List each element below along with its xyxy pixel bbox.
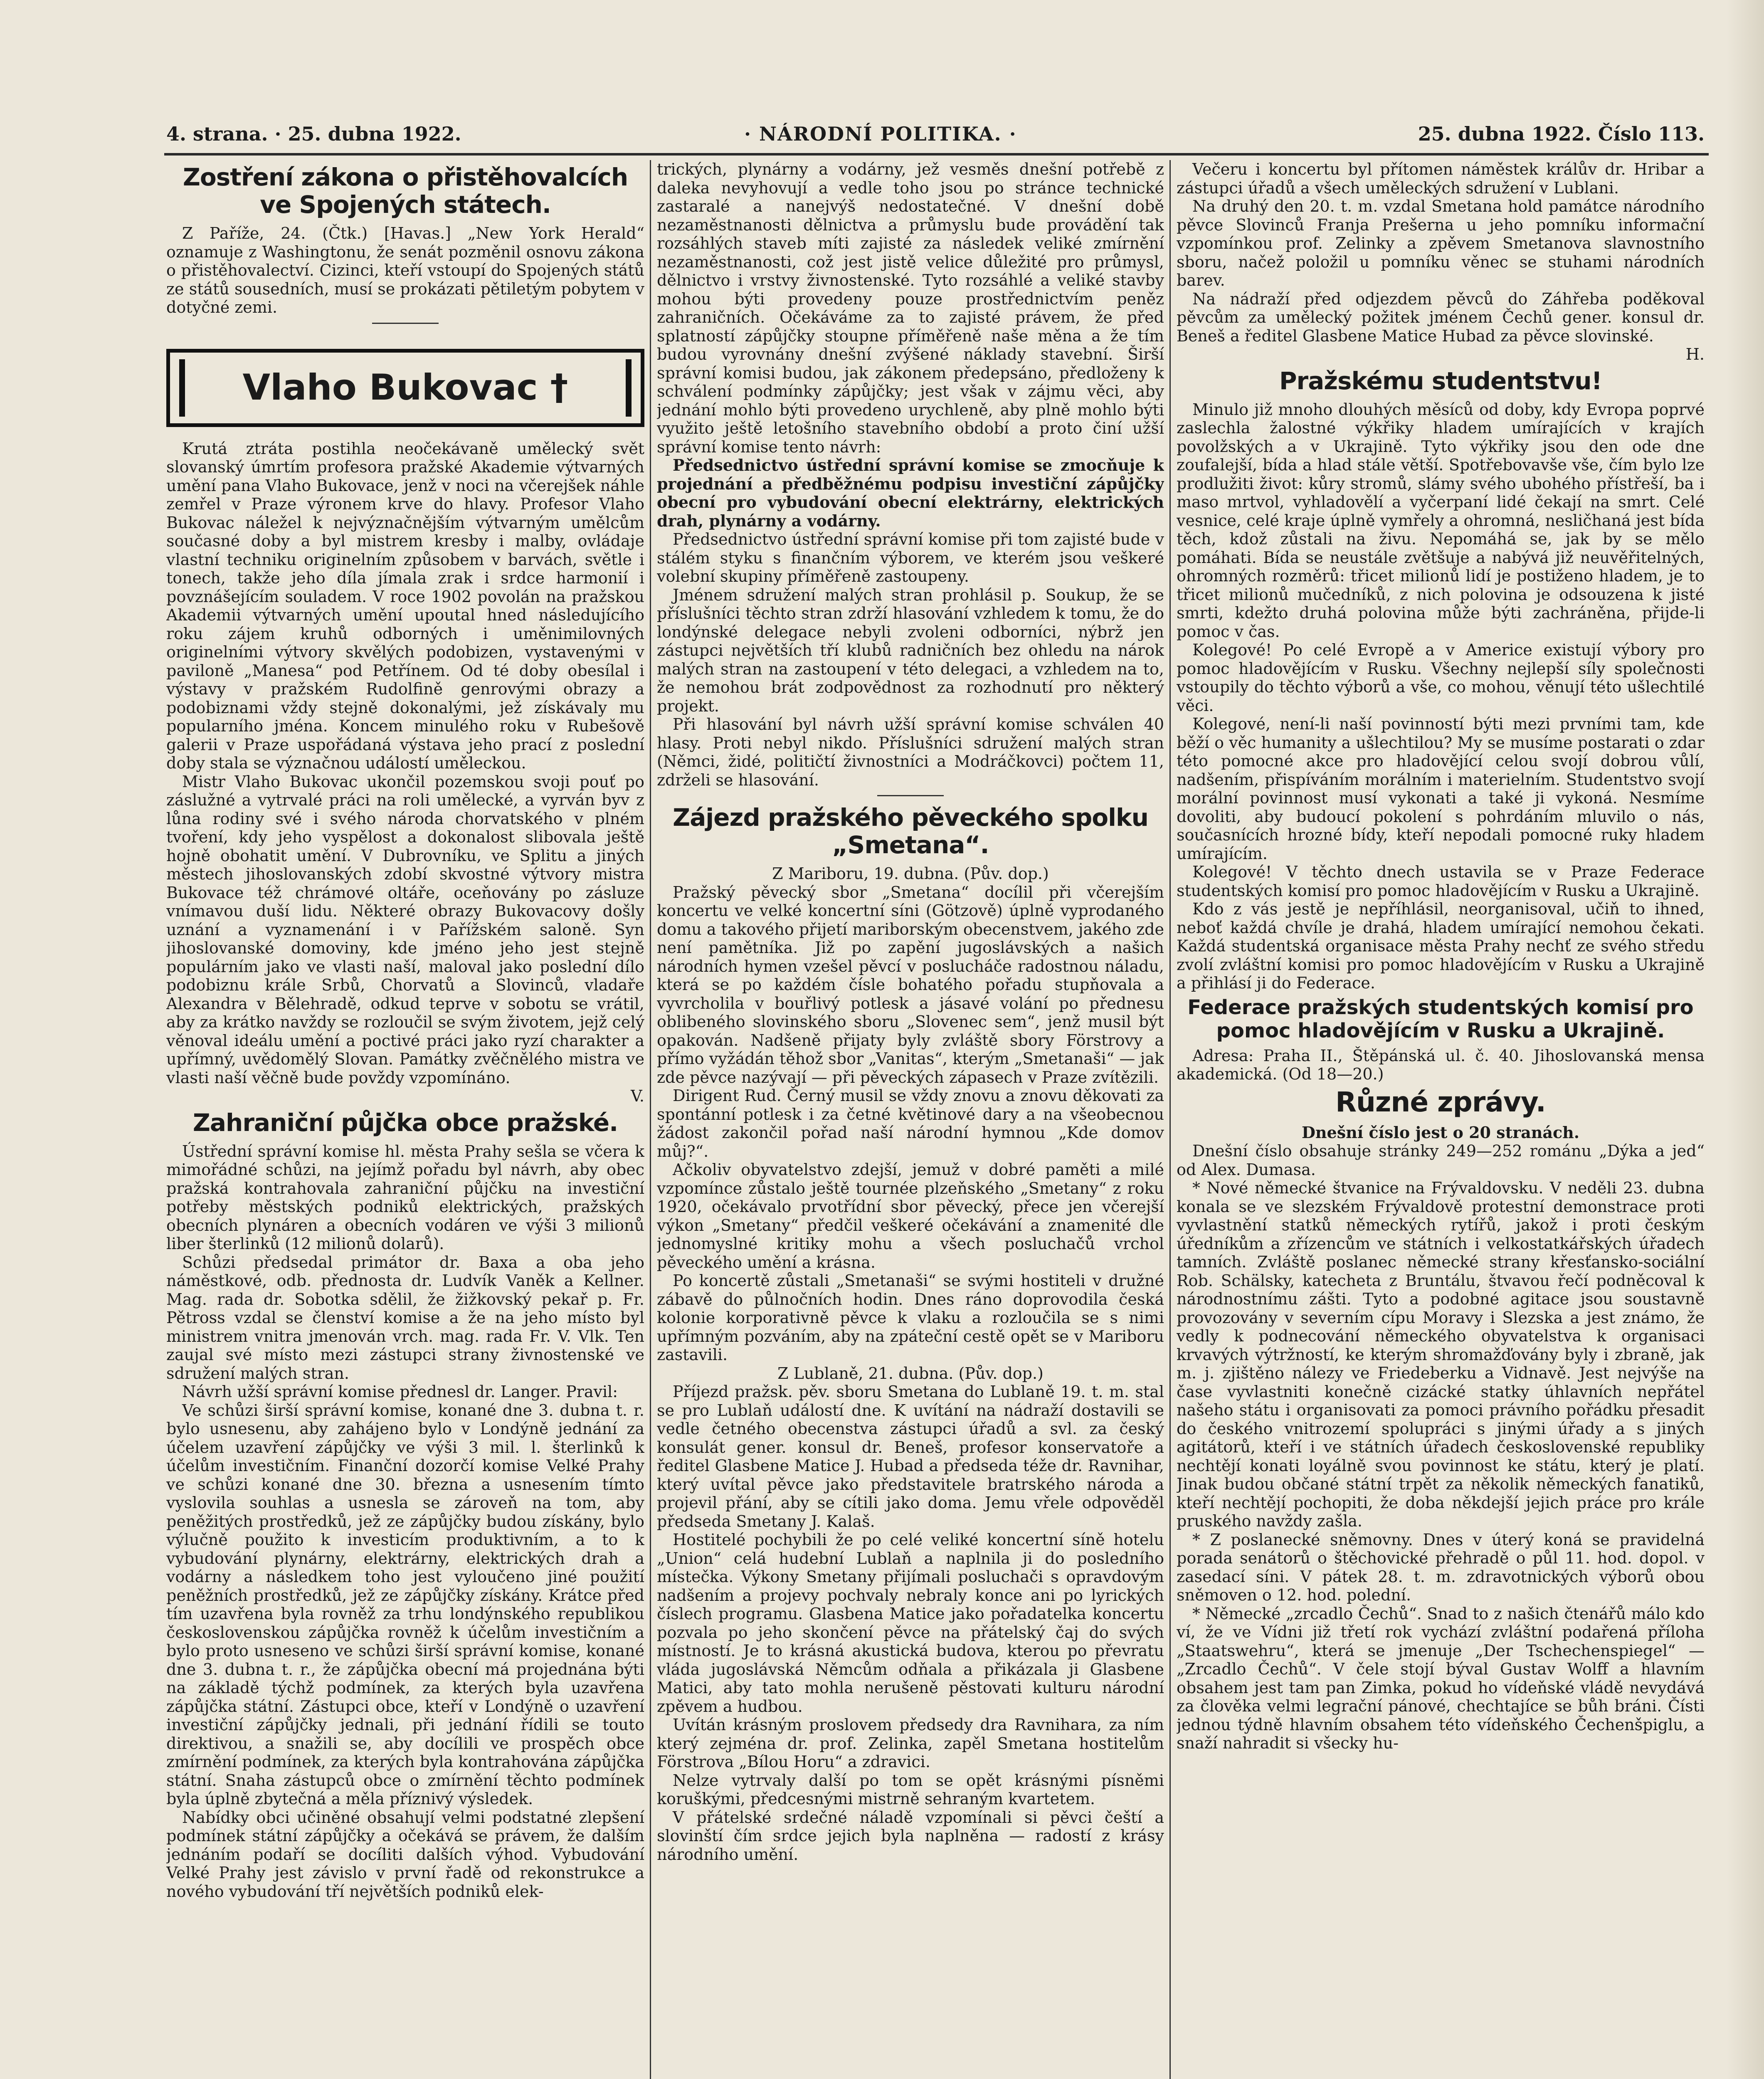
choir-p7: Uvítán krásným proslovem předsedy dra Ravnihara, za ním který zejména dr. prof. Zelinka, zapěl Smetana hostitelům Förstrova „Bílou Horu“ a zdravici. (657, 1716, 1164, 1771)
article-emigration: Z Paříže, 24. (Čtk.) [Havas.] „New York Herald“ oznamuje z Washingtonu, že senát pozměnil osnovu zákona o přistěhovalectví. Cizinci, kteří vstoupí do Spojených států ze států sousedních, musí se prokázati pětiletým pobytem v dotyčné zemi. (166, 224, 644, 316)
column-rule-1 (650, 160, 651, 2079)
header-rule (164, 153, 1709, 156)
choir-p9: V přátelské srdečné náladě vzpomínali si pěvci čeští a slovinští čím srdce jejich byla naplněna — radostí z krásy národního umění. (657, 1808, 1164, 1864)
obituary-box (166, 349, 644, 427)
column-2 (657, 160, 1164, 2079)
obituary-title: Vlaho Bukovac † (179, 359, 632, 417)
students-p5: Kdo z vás jestě je nepříhlásil, neorganisoval, učiň to ihned, neboť každá chvíle je drahá, hladem umírající nemohou čekati. Každá studentská organisace města Prahy nechť ze svého středu zvolí zvláštní komisi pro pomoc hladovějícím v Rusku a Ukrajině a přihlásí ji do Federace. (1177, 900, 1705, 992)
header-right: 25. dubna 1922. Číslo 113. (1418, 123, 1705, 145)
news-p3: * Německé „zrcadlo Čechů“. Snad to z našich čtenářů málo kdo ví, že ve Vídni již třetí rok vychází zvláštní podařená příloha „Staatswehru“, která se jmenuje „Der Tschechenspiegel“ — „Zrcadlo Čechů“. V čele stojí býval Gustav Wolff a hlavním obsahem jest tam pan Zimka, pokud ho vídeňské vládě nevydává za člověka velmi legrační pánové, chechtajíce se bůh bráni. Čísti jednou týdně hlavním obsahem této vídeňského Čechenšpiglu, a snaží nahradit si všecky hu- (1177, 1604, 1705, 1752)
headline-students: Pražskému studentstvu! (1279, 366, 1602, 395)
obituary-signature: V. (631, 1087, 644, 1105)
choir-p5: Příjezd pražsk. pěv. sboru Smetana do Lublaně 19. t. m. stal se pro Lublaň událostí dne. K uvítání na nádraží dostavili se vedle četného obecenstva zástupci úřadů a svl. za český konsulát gener. konsul dr. Beneš, profesor konservatoře a ředitel Glasbene Matice J. Hubad a předseda téže dr. Ravnihar, který uvítal pěvce jako představitele bratrského národa a projevil přání, aby se cítili jako doma. Jemu vřele odpověděl předseda Smetany J. Kalaš. (657, 1383, 1164, 1531)
choir-p11: Na druhý den 20. t. m. vzdal Smetana hold památce národního pěvce Slovinců Franja Prešerna u jeho pomníku informační vzpomínkou prof. Zelinky a zpěvem Smetanova slavnostního sboru, načež položil u pomníku věnec se stuhami národních barev. (1177, 197, 1705, 289)
choir-p6: Hostitelé pochybili že po celé veliké koncertní síně hotelu „Union“ celá hudební Lublaň a naplnila ji do posledního místečka. Výkony Smetany přijímali posluchači s opravdovým nadšením a projevy pochvaly nebraly konce ani po lyrických číslech programu. Glasbena Matice jako pořadatelka koncertu pozvala po jeho skončení pěvce na přátelský čaj do svých místností. Je to krásná akustická budova, kterou po převratu vláda jugoslávská Němcům odňala a přikázala ji Glasbene Matici, aby tato mohla nerušeně pěstovati kulturu národní zpěvem a hudbou. (657, 1531, 1164, 1716)
loan-p5: Nabídky obci učiněné obsahují velmi podstatné zlepšení podmínek státní zápůjčky a očekává se právem, že dalším jednáním podaří se docíliti dalších výhod. Vybudování Velké Prahy jest závislo v první řadě od rekonstrukce a nového vybudování tří největších podniků elek- (166, 1808, 644, 1901)
choir-p4: Po koncertě zůstali „Smetanaši“ se svými hostiteli v družné zábavě do půlnočních hodin. Dnes ráno doprovodila česká kolonie korporativně pěvce k vlaku a rozloučila se s nimi upřímným pozváním, aby na zpáteční cestě opět se v Mariboru zastavili. (657, 1272, 1164, 1364)
loan-p1: Ústřední správní komise hl. města Prahy sešla se včera k mimořádné schůzi, na jejímž pořadu byl návrh, aby obec pražská kontrahovala zahraniční půjčku na investiční potřeby městských podniků elektrických, pražských obecních plynáren a obecních vodáren ve výši 3 milionů liber šterlinků (12 milionů dolarů). (166, 1142, 644, 1253)
choir-p1: Pražský pěvecký sbor „Smetana“ docílil při včerejším koncertu ve velké koncertní síni (Götzově) úplně vyprodaného domu a takového přijetí mariborským obecenstvem, jakého zde není pamětníka. Již po zapění jugoslávských a našich národních hymen vzešel pěvcí v poslucháče radostnou náladu, která se po každém čísle bohatého pořadu stupňovala a vyvrcholila v bouřlivý potlesk a jásavé volání po přednesu oblibeného slovinského sboru „Slovenec sem“, jenž musil být opakován. Nadšeně přijaty byly zvláště sbory Förstrovy a přímo vyžádán těhož sbor „Vanitas“, kterým „Smetanaši“ — jak zde pěvce nazývají — při pěveckých zápasech v Praze zvítězili. (657, 883, 1164, 1086)
column-rule-2 (1169, 160, 1171, 2079)
loan-p6: Jménem sdružení malých stran prohlásil p. Soukup, že se příslušníci těchto stran zdrží hlasování vzhledem k tomu, že do londýnské delegace nebyli zvoleni odborníci, nýbrž jen zástupci největších tří klubů radničních bez ohledu na nárok malých stran na zastoupení v této delegaci, a vzhledem na to, že nemohou brát zodpovědnost za rozhodnutí pro některý projekt. (657, 585, 1164, 715)
column-3 (1177, 160, 1705, 2079)
choir-p3: Ačkoliv obyvatelstvo zdejší, jemuž v dobré paměti a milé vzpomínce zůstalo ještě tournée plzeňského „Smetany“ z roku 1920, očekávalo prvotřídní sbor pěvecký, přece jen včerejší výkon „Smetany“ předčil veškeré očekávání a znamenité dle jednomyslné kritiky mohu a všech posluchačů vrchol pěveckého umění a krásna. (657, 1160, 1164, 1272)
choir-p12: Na nádraží před odjezdem pěvců do Záhřeba poděkoval pěvcům za umělecký požitek jménem Čechů gener. konsul dr. Beneš a ředitel Glasbene Matice Hubad za pěvce slovinské. (1177, 289, 1705, 345)
news-p1: * Nové německé štvanice na Frývaldovsku. V neděli 23. dubna konala se ve slezském Frývaldově protestní demonstrace proti vyvlastnění statků německých rytířů, jakož i proti českým úředníkům a zřízencům ve státních i velkostatkářských úřadech tamních. Zvláště poslanec německé strany křesťansko-sociální Rob. Schälsky, katecheta z Bruntálu, štvavou řečí podněcoval k národnostnímu zášti. Tyto a podobné agitace jsou soustavně provozovány v severním cípu Moravy i Slezska a jest známo, že vedly k podnecování německého obyvatelstva k organisaci krvavých výtržností, ke kterým shromažďovány byly i zbraně, jak m. j. zjištěno nálezy ve Friedeberku a Vidnavě. Jest nejvýše na čase vyvlastniti konečně cizácké statky úhlavních nepřátel našeho státu i organisovati za pomoci právního pořádku přesadit do českého vnitrozemí spolupráci s jinými úřady a s jiných agitátorů, kteří i ve státních úřadech československé republiky nechtějí konati loyálně svou povinnost ke státu, který je platí. Jinak budou občané státní trpět za několik německých fanatiků, kteří nechtějí pochopiti, že doba někdejší jejich práce pro krále pruského navždy zašla. (1177, 1179, 1705, 1530)
headline-choir: Zájezd pražského pěveckého spolku „Smetana“. (673, 803, 1148, 859)
news-p0: Dnešní číslo obsahuje stránky 249—252 románu „Dýka a jed“ od Alex. Dumasa. (1177, 1142, 1705, 1179)
divider (372, 323, 439, 324)
students-federation: Federace pražských studentských komisí pro pomoc hladovějícím v Rusku a Ukrajině. (1187, 995, 1694, 1042)
loan-p3: Návrh užší správní komise přednesl dr. Langer. Pravil: (182, 1383, 618, 1401)
obituary-p1: Krutá ztráta postihla neočekávaně umělecký svět slovanský úmrtím profesora pražské Akademie výtvarných umění pana Vlaho Bukovace, jenž v noci na včerejšek náhle zemřel v Praze výronem krve do hlavy. Profesor Vlaho Bukovac náležel k nejvýznačnějším výtvarným umělcům současné doby a byl mistrem kresby i malby, ovládaje vlastní techniku originelním způsobem v barvách, světle i tonech, takže jeho díla jímala zrak i srdce harmonií i povznášejícím souladem. V roce 1902 povolán na pražskou Akademii výtvarných umění upoutal hned následujícího roku zájem kruhů odborných i uměnimilovných originelními výtvory skvělých podobizen, vystavenými v paviloně „Manesa“ pod Petřínem. Od té doby obesílal i výstavy v pražském Rudolfině genrovými obrazy a podobiznami vždy stejně dokonalými, jež získávaly mu popularního jména. Koncem minulého roku v Rubešově galerii v Praze uspořádaná výstava jeho prací z poslední doby stala se význačnou událostí uměleckou. (166, 439, 644, 772)
loan-p7: Při hlasování byl návrh užší správní komise schválen 40 hlasy. Proti nebyl nikdo. Příslušníci sdružení malých stran (Němci, židé, političtí živnostníci a Modráčkovci) počtem 11, zdrželi se hlasování. (657, 715, 1164, 789)
students-p3: Kolegové, není-li naší povinností býti mezi prvními tam, kde běží o věc humanity a ušlechtilou? My se musíme postarati o zdar této pomocné akce pro hladovějící celou svojí dobrou vůlí, nadšením, přispíváním morálním i materielním. Studentstvo svojí morální povinnost musí vykonati a také ji vykoná. Nesmíme dovoliti, aby budoucí pokolení s pohrdáním mluvilo o nás, současnících hrozné bídy, kteří nepodali pomocné ruky hladem umírajícím. (1177, 715, 1705, 863)
headline-news: Různé zprávy. (1335, 1086, 1546, 1118)
headline-emigration: Zostření zákona o přistěhovalcích ve Spojených státech. (183, 163, 628, 219)
choir-p10: Večeru i koncertu byl přítomen náměstek králův dr. Hribar a zástupci úřadů a všech uměleckých sdružení v Lublani. (1177, 160, 1705, 197)
choir-p2: Dirigent Rud. Černý musil se vždy znovu a znovu děkovati za spontánní potlesk i za četné květinové dary a na všeobecnou žádost zakončil pořad naší národní hymnou „Kde domov můj?“. (657, 1086, 1164, 1160)
masthead-title: · NÁRODNÍ POLITIKA. · (744, 123, 1017, 145)
loan-p4: Ve schůzi širší správní komise, konané dne 3. dubna t. r. bylo usnesenu, aby zahájeno bylo v Londýně jednání za účelem uzavření zápůjčky ve výši 3 mil. l. šterlinků k účelům investičním. Finanční dozorčí komise Velké Prahy ve schůzi konané dne 30. března a usnesením tímto vyslovila souhlas a usnesla se zároveň na tom, aby peněžitých prostředků, jež ze zápůjčky budou získány, bylo výlučně použito k investicím produktivním, a to k vybudování plynárny, elektrárny, elektrických drah a vodárny a následkem toho jest vyloučeno jiné použití peněžních prostředků, jež ze zápůjčky získány. Krátce před tím uzavřena byla rovněž za trhu londýnského republikou československou zápůjčka rovněž k účelům investičním a bylo proto usneseno ve schůzi širší správní komise, konané dne 3. dubna t. r., že zápůjčka obecní má projednána býti na základě týchž podmínek, za kterých byla uzavřena zápůjčka státní. Zástupci obce, kteří v Londýně o uzavření investiční zápůjčky jednali, při jednání řídili se touto direktivou, a snažili se, aby docílili ve prospěch obce zmírnění podmínek, za kterých byla kontrahována zápůjčka státní. Snaha zástupců obce o zmírnění těchto podmínek byla úplně zbytečná a měla příznivý výsledek. (166, 1401, 644, 1808)
students-p1: Minulo již mnoho dlouhých měsíců od doby, kdy Evropa poprvé zaslechla žalostné výkřiky hladem umírajících v krajích povolžských a v Ukrajině. Tyto výkřiky jsou den ode dne zoufalejší, bída a hlad stále větší. Spotřebovavše vše, čím bylo lze prodlužiti život: kůry stromů, slámy svého ubohého přístřeší, ba i maso mrtvol, vyhladovělí a vyčerpaní lidé čekají na smrt. Celé vesnice, celé kraje úplně vymřely a ohromná, nesličhaná jest bída těch, kdož zůstali na živu. Nepomáhá se, jak by se mělo pomáhati. Bída se neustále zvětšuje a nabývá již neuvěřitelných, ohromných rozměrů: třicet milionů lidí je postiženo hladem, je to třicet milionů mučedníků, z nich polovina je odsouzena k jisté smrti, kdežto druhá polovina může býti zachráněna, přijde-li pomoc v čas. (1177, 400, 1705, 641)
header-left: 4. strana. · 25. dubna 1922. (166, 123, 461, 145)
choir-p8: Nelze vytrvaly další po tom se opět krásnými písněmi koruškými, předcesnými mistrně sehraným kvartetem. (657, 1771, 1164, 1808)
loan-resolution-2: Předsednictvo ústřední správní komise při tom zajisté bude v stálém styku s finančním výborem, ve kterém jsou veškeré volební skupiny příměřeně zastoupeny. (657, 530, 1164, 585)
loan-resolution: Předsednictvo ústřední správní komise se zmocňuje k projednání a předběžnému podpisu investiční zápůjčky obecní pro vybudování obecní elektrárny, elektrických drah, plynárny a vodárny. (657, 456, 1164, 530)
choir-signature: H. (1685, 345, 1705, 363)
choir-dateline-1: Z Mariboru, 19. dubna. (Pův. dop.) (772, 864, 1049, 883)
choir-dateline-2: Z Lublaně, 21. dubna. (Pův. dop.) (777, 1364, 1044, 1383)
column-1 (166, 160, 644, 2079)
news-p2: * Z poslanecké sněmovny. Dnes v úterý koná se pravidelná porada senátorů o štěchovické přehradě o půl 11. hod. dopol. v zasedací síni. V pátek 28. t. m. zdravotnických výborů obou sněmoven o 12. hod. polední. (1177, 1530, 1705, 1604)
headline-loan: Zahraniční půjčka obce pražské. (192, 1108, 618, 1137)
students-p2: Kolegové! Po celé Evropě a v Americe existují výbory pro pomoc hladovějícím v Rusku. Všechny nejlepší síly společnosti vstoupily do těchto výborů a vše, co mohou, věnují této ušlechtilé věci. (1177, 641, 1705, 715)
loan-p2: Schůzi předsedal primátor dr. Baxa a oba jeho náměstkové, odb. přednosta dr. Ludvík Vaněk a Kellner. Mag. rada dr. Sobotka sdělil, že žižkovský pekař p. Fr. Pětross vzdal se členství komise a že na jeho místo byl ministrem vnitra jmenován vrch. mag. rada Fr. V. Vlk. Ten zaujal své místo mezi zástupci strany živnostenské ve sdružení malých stran. (166, 1253, 644, 1383)
news-intro: Dnešní číslo jest o 20 stranách. (1301, 1123, 1580, 1142)
page-edge-shadow (1727, 0, 1764, 2079)
students-address: Adresa: Praha II., Štěpánská ul. č. 40. Jihoslovanská mensa akademická. (Od 18—20.) (1177, 1046, 1705, 1083)
page-header (166, 123, 1705, 152)
loan-continuation: trických, plynárny a vodárny, jež vesměs dnešní potřebě z daleka nevyhovují a vedle toho jsou po stránce technické zastaralé a nanejvýš nedostatečné. V dnešní době nezaměstnanosti dělnictva a průmyslu bude provádění tak rozsáhlých staveb míti zajisté za následek veliké zmírnění nezaměstnanosti, což jest jistě velice důležité pro průmysl, dělnictvo i vrstvy živnostenské. Tyto rozsáhlé a veliké stavby mohou býti provedeny pouze prostřednictvím peněz zahraničních. Očekáváme za to zajisté právem, že před splatností zápůjčky stoupne příměřeně naše měna a že tím budou vyrovnány dnešní zvýšené náklady stavební. Širší správní komisi budou, jak zákonem předepsáno, předloženy k schválení podmínky zápůjčky; jest však v zájmu věci, aby jednání mohlo býti provedeno urychleně, aby plně mohlo býti využito ještě letošního stavebního období a proto činí užší správní komise tento návrh: (657, 160, 1164, 456)
divider (877, 795, 944, 796)
obituary-p2: Mistr Vlaho Bukovac ukončil pozemskou svoji pouť po záslužné a vytrvalé práci na roli umělecké, a vyrván byv z lůna rodiny své i svého národa chorvatského v plném tvoření, kdy jeho vyspělost a dokonalost slibovala ještě hojně obohatit umění. V Dubrovníku, ve Splitu a jiných městech jihoslovanských zdobí skvostné výtvory mistra Bukovace též chrámové oltáře, oceňovány po zásluze vnímavou duší lidu. Některé obrazy Bukovacovy došly uznání a vyznamenání i v Pařížském saloně. Syn jihoslovanské domoviny, kde jméno jeho jest stejně populárním jako ve vlasti naší, maloval jako poslední dílo podobiznu krále Srbů, Chorvatů a Slovinců, vladaře Alexandra v Bělehradě, odkud teprve v sobotu se vrátil, aby za krátko navždy se rozloučil se svým životem, jejž celý věnoval ideálu umění a poctivé práci jako ryzí charakter a upřímný, uvědomělý Slovan. Památky zvěčnělého mistra ve vlasti naší věčně bude povždy vzpomínáno. (166, 772, 644, 1087)
students-p4: Kolegové! V těchto dnech ustavila se v Praze Federace studentských komisí pro pomoc hladovějícím v Rusku a Ukrajině. (1177, 863, 1705, 900)
